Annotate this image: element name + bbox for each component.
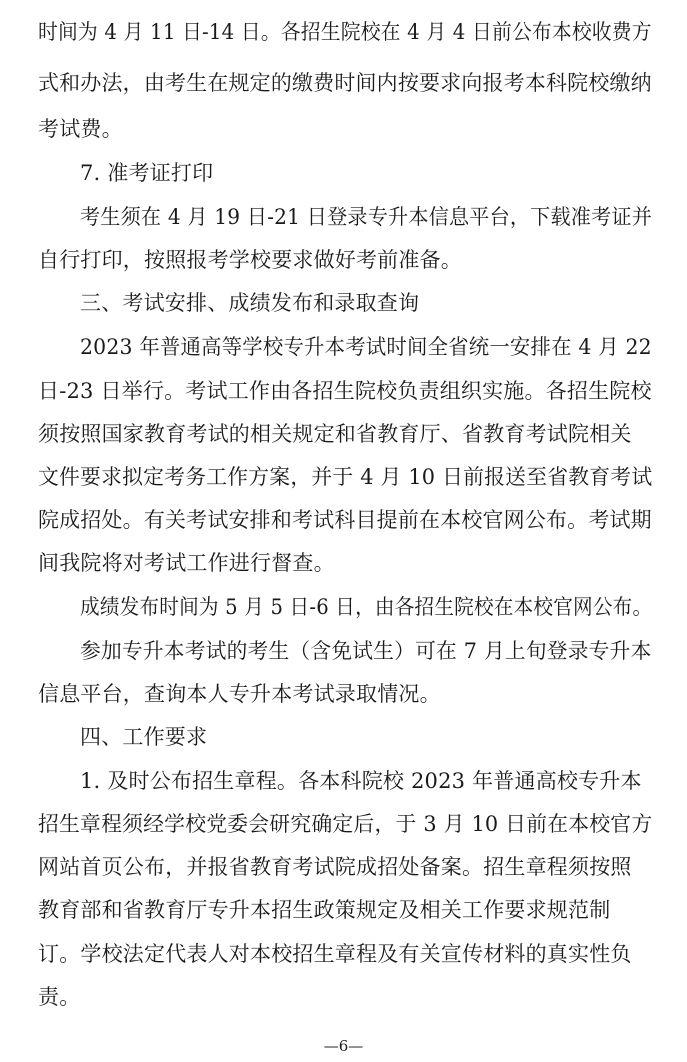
text-line: 招生章程须经学校党委会研究确定后，于 3 月 10 日前在本校官方 [38,812,653,836]
text-line: 信息平台，查询本人专升本考试录取情况。 [38,682,441,706]
text-line: 考生须在 4 月 19 日-21 日登录专升本信息平台，下载准考证并 [80,205,653,229]
section-heading: 四、工作要求 [80,725,208,749]
section-heading: 7. 准考证打印 [80,161,214,185]
text-line: 时间为 4 月 11 日-14 日。各招生院校在 4 月 4 日前公布本校收费方 [38,20,652,44]
page-number: —6— [323,1037,364,1055]
text-line: 文件要求拟定考务工作方案，并于 4 月 10 日前报送至省教育考试 [38,465,653,489]
text-line: 考试费。 [38,117,123,141]
text-line: 间我院将对考试工作进行督查。 [38,551,335,575]
text-line: 2023 年普通高等学校专升本考试时间全省统一安排在 4 月 22 [80,335,652,359]
text-line: 须按照国家教育考试的相关规定和省教育厅、省教育考试院相关 [38,422,632,446]
text-line: 责。 [38,985,81,1009]
text-line: 式和办法，由考生在规定的缴费时间内按要求向报考本科院校缴纳 [38,71,652,95]
text-line: 院成招处。有关考试安排和考试科目提前在本校官网公布。考试期 [38,508,652,532]
section-heading: 三、考试安排、成绩发布和录取查询 [80,291,420,315]
text-line: 参加专升本考试的考生（含免试生）可在 7 月上旬登录专升本 [80,639,652,663]
text-line: 教育部和省教育厅专升本招生政策规定及相关工作要求规范制 [38,898,611,922]
text-line: 1. 及时公布招生章程。各本科院校 2023 年普通高校专升本 [80,769,642,793]
text-line: 自行打印，按照报考学校要求做好考前准备。 [38,248,462,272]
text-line: 订。学校法定代表人对本校招生章程及有关宣传材料的真实性负 [38,942,632,966]
text-line: 网站首页公布，并报省教育考试院成招处备案。招生章程须按照 [38,855,632,879]
text-line: 成绩发布时间为 5 月 5 日-6 日，由各招生院校在本校官网公布。 [80,595,653,619]
text-line: 日-23 日举行。考试工作由各招生院校负责组织实施。各招生院校 [38,379,652,403]
